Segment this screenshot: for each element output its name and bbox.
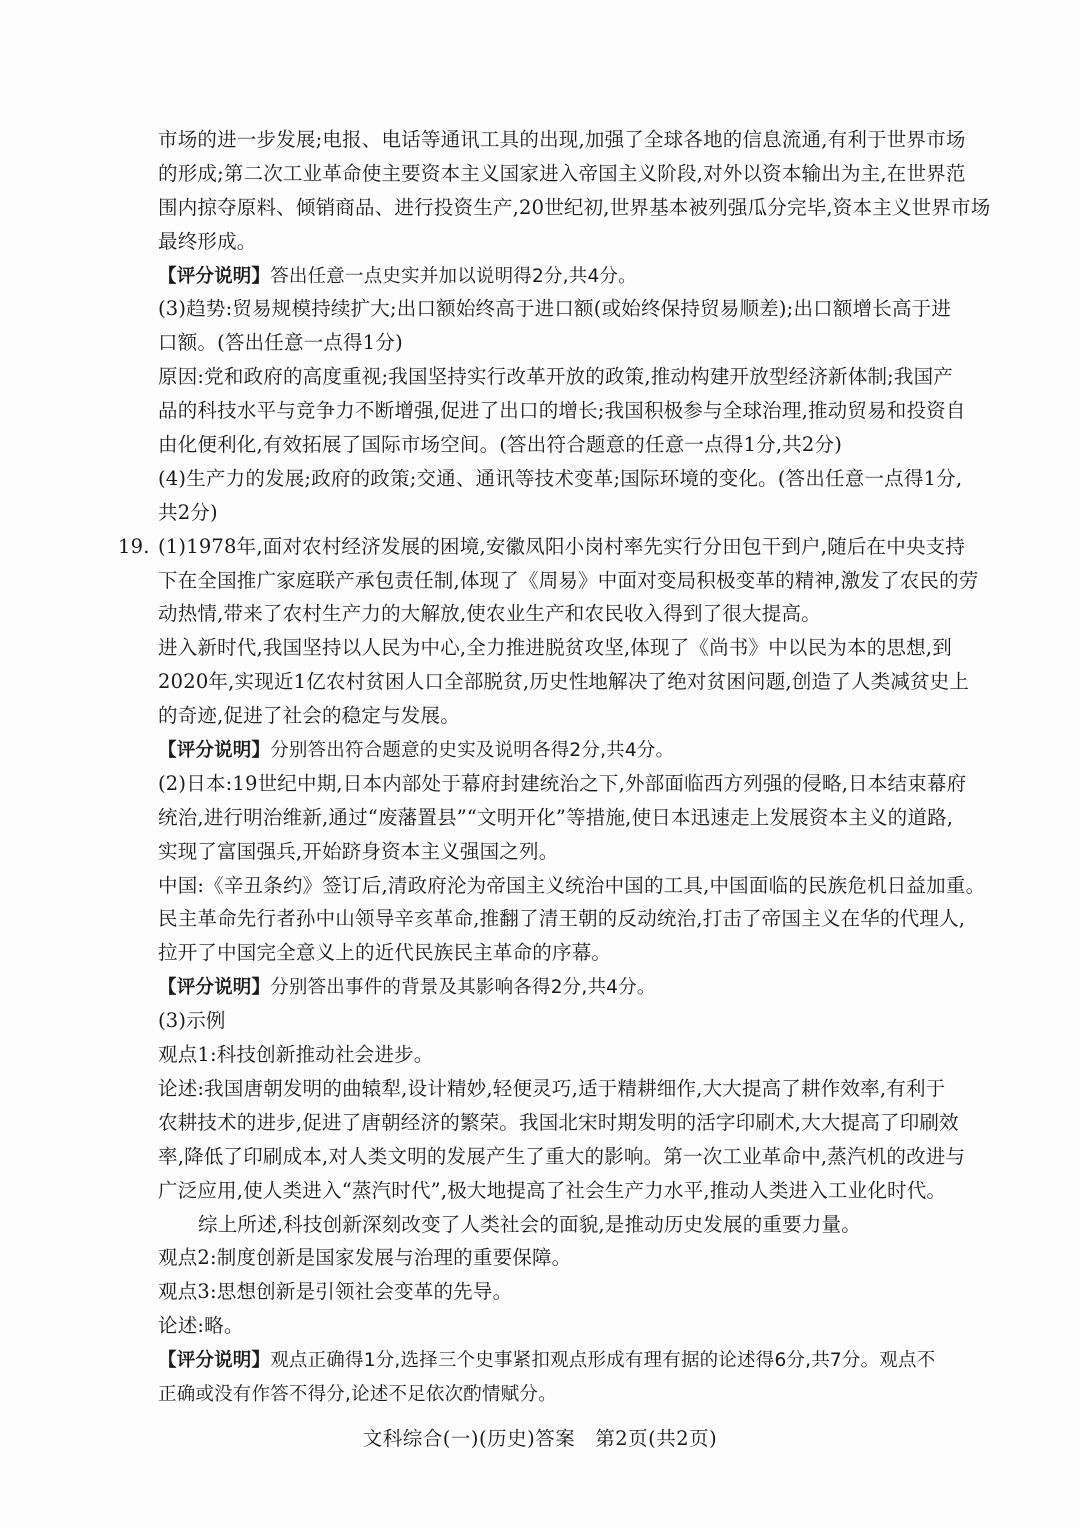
answer-line <box>158 665 970 699</box>
line-text: (3)趋势:贸易规模持续扩大;出口额始终高于进口额(或始终保持贸易顺差);出口额增长高于进 <box>158 297 952 321</box>
grading-note-line <box>158 259 958 293</box>
line-text: 率,降低了印刷成本,对人类文明的发展产生了重大的影响。第一次工业革命中,蒸汽机的改进与 <box>158 1144 966 1168</box>
line-text: 市场的进一步发展;电报、电话等通讯工具的出现,加强了全球各地的信息流通,有利于世界市场 <box>158 128 966 151</box>
page-footer: 文科综合(一)(历史)答案 第2页(共2页) <box>362 1427 718 1450</box>
answer-line <box>158 1004 958 1038</box>
answer-line <box>158 496 958 530</box>
answer-line <box>158 1174 958 1208</box>
answer-line <box>158 1208 958 1242</box>
line-text: 论述:略。 <box>158 1314 244 1338</box>
line-text: 的奇迹,促进了社会的稳定与发展。 <box>158 704 460 728</box>
answer-line <box>158 360 958 394</box>
answer-line <box>158 902 966 936</box>
answer-line <box>158 462 963 496</box>
answer-line <box>158 225 958 259</box>
answer-line <box>158 292 958 326</box>
answer-line <box>158 1038 958 1072</box>
line-text: 品的科技水平与竞争力不断增强,促进了出口的增长;我国积极参与全球治理,推动贸易和投资自 <box>158 399 966 423</box>
line-text: 进入新时代,我国坚持以人民为中心,全力推进脱贫攻坚,体现了《尚书》中以民为本的思想,到 <box>158 636 952 660</box>
answer-line <box>158 564 979 598</box>
line-text: (3)示例 <box>158 1009 226 1033</box>
line-text: (1)1978年,面对农村经济发展的困境,安徽凤阳小岗村率先实行分田包干到户,随后在中央支持 <box>158 534 966 558</box>
grading-note-label: 【评分说明】 <box>158 265 271 287</box>
line-text: 共2分) <box>158 500 218 524</box>
answer-line <box>158 835 958 869</box>
line-text: 围内掠夺原料、倾销商品、进行投资生产,20世纪初,世界基本被列强瓜分完毕,资本主义世界市场 <box>158 195 991 219</box>
answer-line <box>158 699 958 733</box>
line-text: 中国:《辛丑条约》签订后,清政府沦为帝国主义统治中国的工具,中国面临的民族危机日益加重。 <box>158 873 986 897</box>
answer-line <box>158 1106 958 1140</box>
line-text: 农耕技术的进步,促进了唐朝经济的繁荣。我国北宋时期发明的活字印刷术,大大提高了印刷效 <box>158 1110 959 1134</box>
answer-line <box>158 631 958 665</box>
answer-line <box>158 191 991 225</box>
line-text: (4)生产力的发展;政府的政策;交通、通讯等技术变革;国际环境的变化。(答出任意一点得1分, <box>158 466 963 490</box>
answer-line <box>158 936 958 970</box>
line-text: 下在全国推广家庭联产承包责任制,体现了《周易》中面对变局积极变革的精神,激发了农民的劳 <box>158 568 979 592</box>
answer-line <box>158 1275 958 1309</box>
grading-note-label: 【评分说明】 <box>158 977 271 999</box>
answer-line <box>158 597 958 631</box>
line-text: 统治,进行明治维新,通过“废藩置县”“文明开化”等措施,使日本迅速走上发展资本主义的道路, <box>158 805 954 829</box>
answer-body <box>118 123 991 1411</box>
answer-line <box>158 123 966 157</box>
line-text: 最终形成。 <box>158 229 257 253</box>
line-text: 由化便利化,有效拓展了国际市场空间。(答出符合题意的任意一点得1分,共2分) <box>158 433 843 457</box>
answer-line <box>158 394 966 428</box>
line-text: 综上所述,科技创新深刻改变了人类社会的面貌,是推动历史发展的重要力量。 <box>198 1212 861 1236</box>
answer-line <box>158 1241 958 1275</box>
answer-line <box>158 326 958 360</box>
question-number: 19. <box>118 534 150 558</box>
grading-note-label: 【评分说明】 <box>158 740 271 762</box>
answer-line <box>158 428 958 462</box>
line-text: 广泛应用,使人类进入“蒸汽时代”,极大地提高了社会生产力水平,推动人类进入工业化时代。 <box>158 1178 947 1202</box>
grading-note-line <box>158 1343 958 1377</box>
line-text: 正确或没有作答不得分,论述不足依次酌情赋分。 <box>158 1383 557 1405</box>
answer-line <box>158 1140 966 1174</box>
line-text: 答出任意一点史实并加以说明得2分,共4分。 <box>270 265 637 287</box>
line-text: 2020年,实现近1亿农村贫困人口全部脱贫,历史性地解决了绝对贫困问题,创造了人类减贫史上 <box>158 670 970 694</box>
answer-line <box>118 530 966 564</box>
answer-line <box>158 157 966 191</box>
answer-line <box>158 1072 958 1106</box>
line-text: 分别答出事件的背景及其影响各得2分,共4分。 <box>270 977 656 999</box>
line-text: 原因:党和政府的高度重视;我国坚持实行改革开放的政策,推动构建开放型经济新体制;我国产 <box>158 365 954 389</box>
line-text: 民主革命先行者孙中山领导辛亥革命,推翻了清王朝的反动统治,打击了帝国主义在华的代理人, <box>158 907 966 931</box>
grading-note-line <box>158 970 958 1004</box>
line-text: (2)日本:19世纪中期,日本内部处于幕府封建统治之下,外部面临西方列强的侵略,日本结束幕府 <box>158 771 967 795</box>
answer-line <box>158 869 986 903</box>
answer-line <box>158 767 967 801</box>
answer-line <box>158 801 958 835</box>
line-text: 拉开了中国完全意义上的近代民族民主革命的序幕。 <box>158 941 612 965</box>
line-text: 观点正确得1分,选择三个史事紧扣观点形成有理有据的论述得6分,共7分。观点不 <box>270 1350 936 1372</box>
line-text: 观点1:科技创新推动社会进步。 <box>158 1043 434 1067</box>
answer-line <box>158 1309 958 1343</box>
line-text: 实现了富国强兵,开始跻身资本主义强国之列。 <box>158 839 559 863</box>
line-text: 论述:我国唐朝发明的曲辕犁,设计精妙,轻便灵巧,适于精耕细作,大大提高了耕作效率,有利于 <box>158 1076 946 1100</box>
line-text: 的形成;第二次工业革命使主要资本主义国家进入帝国主义阶段,对外以资本输出为主,在世界范 <box>158 161 966 185</box>
line-text: 观点2:制度创新是国家发展与治理的重要保障。 <box>158 1246 572 1270</box>
line-text: 观点3:思想创新是引领社会变革的先导。 <box>158 1280 513 1304</box>
line-text: 口额。(答出任意一点得1分) <box>158 331 403 355</box>
grading-note-line <box>158 733 958 767</box>
line-text: 动热情,带来了农村生产力的大解放,使农业生产和农民收入得到了很大提高。 <box>158 602 821 626</box>
answer-line <box>158 1377 958 1411</box>
line-text: 分别答出符合题意的史实及说明各得2分,共4分。 <box>270 740 675 762</box>
grading-note-label: 【评分说明】 <box>158 1350 271 1372</box>
